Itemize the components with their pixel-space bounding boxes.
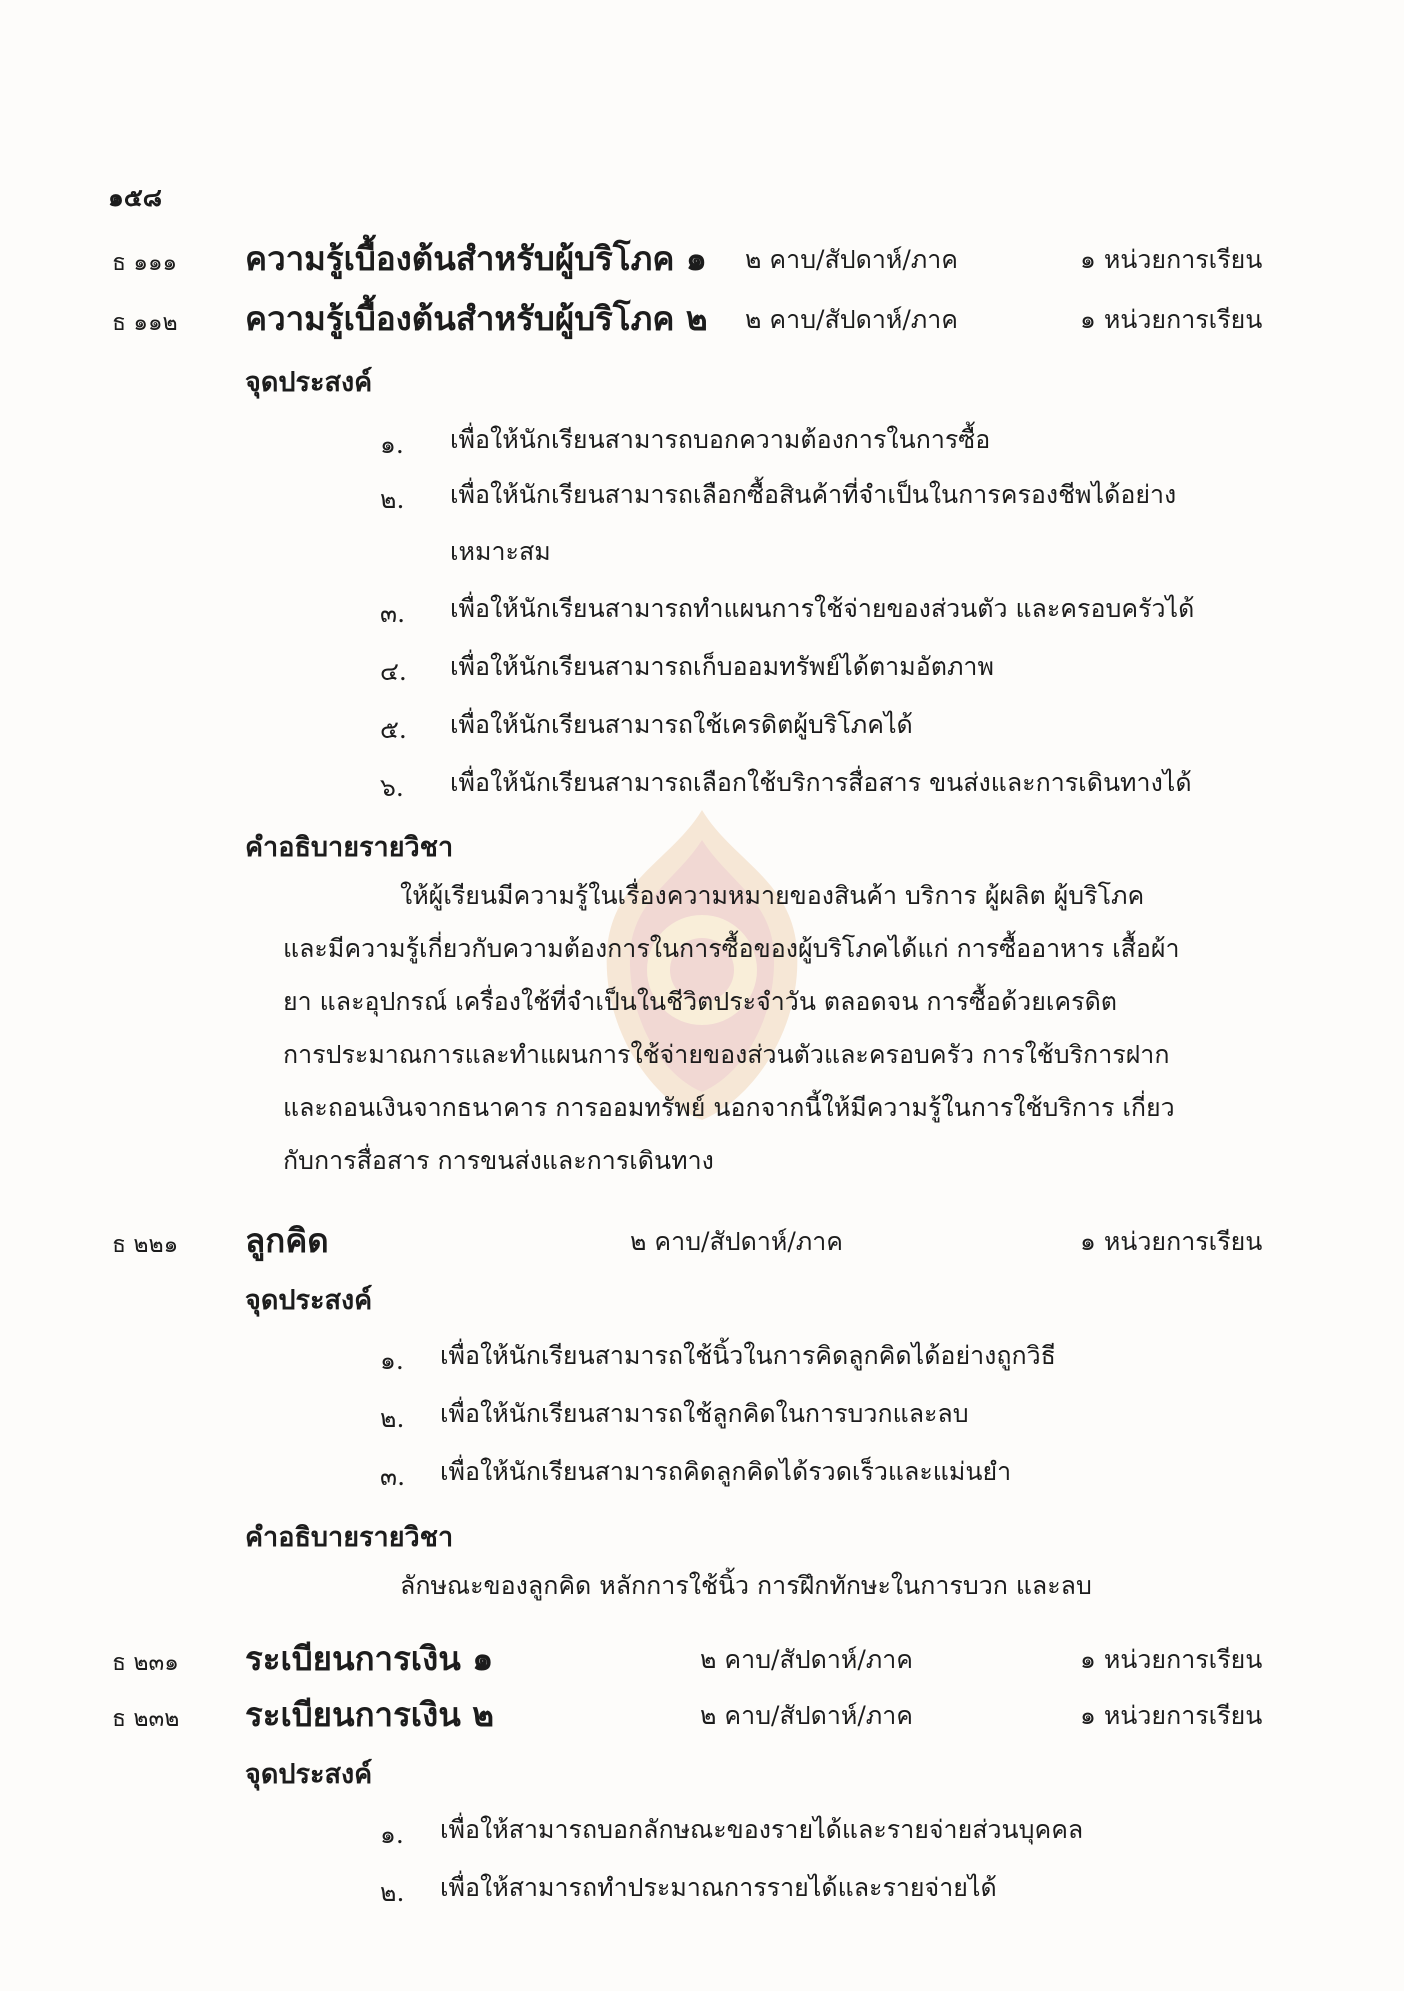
course-title: ความรู้เบื้องต้นสำหรับผู้บริโภค ๑ bbox=[245, 239, 707, 278]
course-credits: ๑ หน่วยการเรียน bbox=[1080, 1701, 1263, 1730]
course-credits: ๑ หน่วยการเรียน bbox=[1080, 1227, 1263, 1256]
objective-text: เพื่อให้นักเรียนสามารถทำแผนการใช้จ่ายของส่วนตัว และครอบครัวได้ bbox=[450, 594, 1195, 623]
objective-number: ๑. bbox=[380, 1346, 404, 1375]
description-heading: คำอธิบายรายวิชา bbox=[245, 1522, 454, 1553]
objective-text: เพื่อให้นักเรียนสามารถใช้ลูกคิดในการบวกและลบ bbox=[440, 1399, 969, 1428]
objective-text: เพื่อให้นักเรียนสามารถเก็บออมทรัพย์ได้ตามอัตภาพ bbox=[450, 652, 994, 681]
objective-text: เพื่อให้นักเรียนสามารถเลือกใช้บริการสื่อสาร ขนส่งและการเดินทางได้ bbox=[450, 768, 1192, 797]
objective-number: ๑. bbox=[380, 1820, 404, 1849]
course-hours: ๒ คาบ/สัปดาห์/ภาค bbox=[745, 305, 959, 334]
objective-number: ๑. bbox=[380, 430, 404, 459]
description-line: ลักษณะของลูกคิด หลักการใช้นิ้ว การฝึกทักษะในการบวก และลบ bbox=[400, 1571, 1092, 1600]
course-hours: ๒ คาบ/สัปดาห์/ภาค bbox=[700, 1701, 914, 1730]
objective-text: เพื่อให้นักเรียนสามารถบอกความต้องการในการซื้อ bbox=[450, 425, 991, 454]
objectives-heading: จุดประสงค์ bbox=[245, 367, 373, 398]
description-line: ยา และอุปกรณ์ เครื่องใช้ที่จำเป็นในชีวิตประจำวัน ตลอดจน การซื้อด้วยเครดิต bbox=[283, 987, 1118, 1016]
objective-number: ๓. bbox=[380, 599, 406, 628]
objective-number: ๒. bbox=[380, 1404, 405, 1433]
course-title: ระเบียนการเงิน ๒ bbox=[245, 1695, 494, 1734]
objective-text: เพื่อให้นักเรียนสามารถใช้นิ้วในการคิดลูกคิดได้อย่างถูกวิธี bbox=[440, 1341, 1056, 1370]
course-credits: ๑ หน่วยการเรียน bbox=[1080, 245, 1263, 274]
course-hours: ๒ คาบ/สัปดาห์/ภาค bbox=[630, 1227, 844, 1256]
course-hours: ๒ คาบ/สัปดาห์/ภาค bbox=[700, 1645, 914, 1674]
objective-text: เพื่อให้นักเรียนสามารถคิดลูกคิดได้รวดเร็วและแม่นยำ bbox=[440, 1457, 1012, 1486]
description-line: ให้ผู้เรียนมีความรู้ในเรื่องความหมายของสินค้า บริการ ผู้ผลิต ผู้บริโภค bbox=[400, 881, 1145, 910]
course-credits: ๑ หน่วยการเรียน bbox=[1080, 1645, 1263, 1674]
page-number: ๑๕๘ bbox=[108, 183, 163, 212]
objective-number: ๖. bbox=[380, 773, 404, 802]
objective-number: ๒. bbox=[380, 485, 405, 514]
course-code: ธ ๒๒๑ bbox=[112, 1232, 179, 1258]
objective-text: เพื่อให้นักเรียนสามารถใช้เครดิตผู้บริโภคได้ bbox=[450, 710, 913, 739]
objective-text: เพื่อให้สามารถทำประมาณการรายได้และรายจ่ายได้ bbox=[440, 1873, 997, 1902]
description-heading: คำอธิบายรายวิชา bbox=[245, 832, 454, 863]
objective-number: ๔. bbox=[380, 657, 407, 686]
objective-text: เพื่อให้นักเรียนสามารถเลือกซื้อสินค้าที่จำเป็นในการครองชีพได้อย่าง bbox=[450, 480, 1177, 509]
description-line: และถอนเงินจากธนาคาร การออมทรัพย์ นอกจากนี้ให้มีความรู้ในการใช้บริการ เกี่ยว bbox=[283, 1093, 1175, 1122]
course-hours: ๒ คาบ/สัปดาห์/ภาค bbox=[745, 245, 959, 274]
objectives-heading: จุดประสงค์ bbox=[245, 1285, 373, 1316]
objective-number: ๕. bbox=[380, 715, 407, 744]
description-line: การประมาณการและทำแผนการใช้จ่ายของส่วนตัวและครอบครัว การใช้บริการฝาก bbox=[283, 1040, 1170, 1069]
course-credits: ๑ หน่วยการเรียน bbox=[1080, 305, 1263, 334]
objective-number: ๓. bbox=[380, 1462, 406, 1491]
course-code: ธ ๑๑๑ bbox=[112, 250, 178, 276]
course-code: ธ ๒๓๑ bbox=[112, 1650, 179, 1676]
objective-text-continued: เหมาะสม bbox=[450, 537, 551, 566]
objective-text: เพื่อให้สามารถบอกลักษณะของรายได้และรายจ่ายส่วนบุคคล bbox=[440, 1815, 1084, 1844]
objectives-heading: จุดประสงค์ bbox=[245, 1759, 373, 1790]
course-title: ความรู้เบื้องต้นสำหรับผู้บริโภค ๒ bbox=[245, 299, 708, 338]
description-line: กับการสื่อสาร การขนส่งและการเดินทาง bbox=[283, 1146, 714, 1175]
description-line: และมีความรู้เกี่ยวกับความต้องการในการซื้อของผู้บริโภคได้แก่ การซื้ออาหาร เสื้อผ้า bbox=[283, 934, 1180, 963]
course-code: ธ ๒๓๒ bbox=[112, 1706, 180, 1732]
course-title: ลูกคิด bbox=[245, 1221, 329, 1260]
course-code: ธ ๑๑๒ bbox=[112, 310, 178, 336]
course-title: ระเบียนการเงิน ๑ bbox=[245, 1639, 494, 1678]
objective-number: ๒. bbox=[380, 1878, 405, 1907]
